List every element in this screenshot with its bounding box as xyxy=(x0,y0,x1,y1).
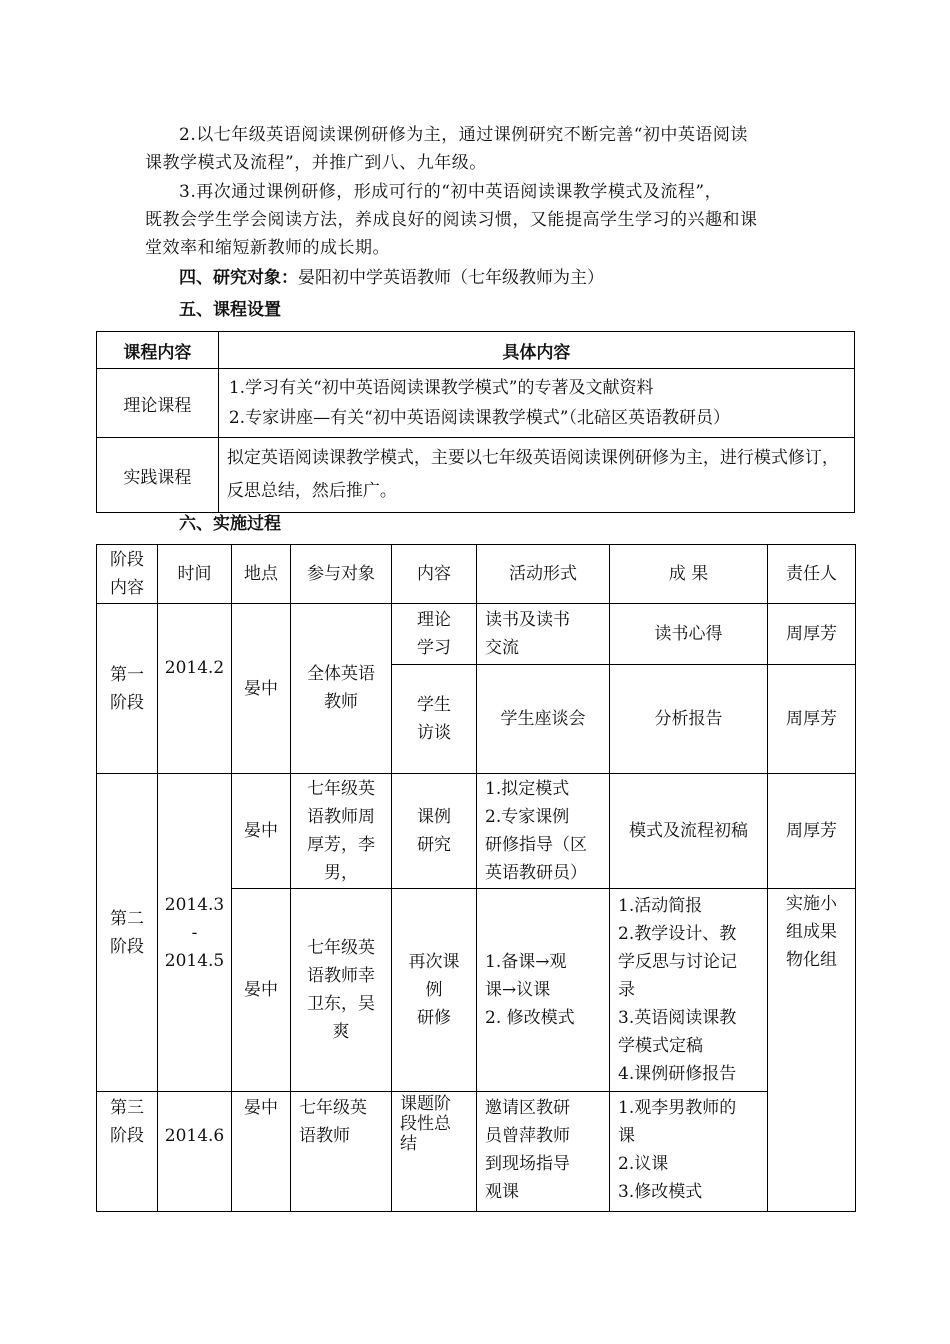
goal-item-2 xyxy=(145,121,825,177)
course-name-theory: 理论课程 xyxy=(97,369,219,438)
course-name-practice: 实践课程 xyxy=(97,438,219,513)
stage3-label: 第三 阶段 xyxy=(97,1092,158,1212)
stage2-row1-activity: 1.拟定模式 2.专家课例 研修指导（区 英语教研员） xyxy=(477,774,610,889)
stage3-participants: 七年级英 语教师 xyxy=(291,1092,392,1212)
stage2-row2-result: 1.活动简报 2.教学设计、教 学反思与讨论记 录 3.英语阅读课教 学模式定稿 4.课例研修报告 xyxy=(610,889,768,1092)
stage1-place: 晏中 xyxy=(232,604,291,774)
process-table xyxy=(96,544,856,1212)
stage2-row2-place: 晏中 xyxy=(232,889,291,1092)
stage2-row1-owner: 周厚芳 xyxy=(768,774,856,889)
header-participants: 参与对象 xyxy=(291,545,392,604)
stage3-content: 课题阶 段性总 结 xyxy=(392,1092,477,1212)
process-header-row xyxy=(97,545,856,604)
section-4-heading xyxy=(179,264,604,292)
section-6-heading: 六、实施过程 xyxy=(179,514,281,534)
header-result: 成 果 xyxy=(610,545,768,604)
stage1-participants: 全体英语 教师 xyxy=(291,604,392,774)
course-table-header xyxy=(97,332,855,369)
stage2-time: 2014.3 - 2014.5 xyxy=(158,774,232,1092)
stage2-row1-participants: 七年级英 语教师周 厚芳，李 男， xyxy=(291,774,392,889)
stage2-row1 xyxy=(97,774,856,889)
stage2-row1-place: 晏中 xyxy=(232,774,291,889)
stage1-time: 2014.2 xyxy=(158,604,232,774)
stage2-row2-content: 再次课 例 研修 xyxy=(392,889,477,1092)
course-row-practice xyxy=(97,438,855,513)
header-content: 内容 xyxy=(392,545,477,604)
stage2-row2-owner: 实施小 组成果 物化组 xyxy=(768,889,856,1212)
course-detail-theory: 1.学习有关“初中英语阅读课教学模式”的专著及文献资料 2.专家讲座—有关“初中英语阅读课教学模式”（北碚区英语教研员） xyxy=(218,369,854,438)
section-4-label: 四、研究对象： xyxy=(179,268,298,288)
header-time: 时间 xyxy=(158,545,232,604)
header-stage: 阶段 内容 xyxy=(97,545,158,604)
goal-3-line-3: 堂效率和缩短新教师的成长期。 xyxy=(145,238,390,258)
section-4-text: 晏阳初中学英语教师（七年级教师为主） xyxy=(298,268,604,288)
stage3-result: 1.观李男教师的 课 2.议课 3.修改模式 xyxy=(610,1092,768,1212)
stage3-row xyxy=(97,1092,856,1212)
stage2-row1-result: 模式及流程初稿 xyxy=(610,774,768,889)
stage1-row2-content: 学生 访谈 xyxy=(392,665,477,774)
course-row-theory xyxy=(97,369,855,438)
stage1-row2-activity: 学生座谈会 xyxy=(477,665,610,774)
stage1-row1-owner: 周厚芳 xyxy=(768,604,856,665)
stage1-row1 xyxy=(97,604,856,665)
header-owner: 责任人 xyxy=(768,545,856,604)
goal-2-line-1: 2.以七年级英语阅读课例研修为主，通过课例研究不断完善“初中英语阅读 xyxy=(179,125,748,145)
stage2-row2-activity: 1.备课→观 课→议课 2. 修改模式 xyxy=(477,889,610,1092)
header-course-content: 课程内容 xyxy=(97,332,219,369)
stage2-row2-participants: 七年级英 语教师幸 卫东，吴 爽 xyxy=(291,889,392,1092)
course-detail-practice: 拟定英语阅读课教学模式，主要以七年级英语阅读课例研修为主，进行模式修订，反思总结，然后推广。 xyxy=(218,438,854,513)
header-specific-content: 具体内容 xyxy=(218,332,854,369)
section-5-heading: 五、课程设置 xyxy=(179,300,281,320)
stage1-label: 第一 阶段 xyxy=(97,604,158,774)
stage3-time: 2014.6 xyxy=(158,1092,232,1212)
stage1-row1-result: 读书心得 xyxy=(610,604,768,665)
stage1-row1-activity: 读书及读书 交流 xyxy=(477,604,610,665)
goal-3-line-1: 3.再次通过课例研修，形成可行的“初中英语阅读课教学模式及流程”， xyxy=(179,182,723,202)
stage2-row1-content: 课例 研究 xyxy=(392,774,477,889)
goal-item-3 xyxy=(145,178,825,262)
stage1-row2-owner: 周厚芳 xyxy=(768,665,856,774)
course-table xyxy=(96,331,855,513)
stage1-row2-result: 分析报告 xyxy=(610,665,768,774)
stage3-place: 晏中 xyxy=(232,1092,291,1212)
goal-3-line-2: 既教会学生学会阅读方法，养成良好的阅读习惯，又能提高学生学习的兴趣和课 xyxy=(145,210,758,230)
stage3-activity: 邀请区教研 员曾萍教师 到现场指导 观课 xyxy=(477,1092,610,1212)
header-activity: 活动形式 xyxy=(477,545,610,604)
goal-2-line-2: 课教学模式及流程”，并推广到八、九年级。 xyxy=(145,153,487,173)
header-place: 地点 xyxy=(232,545,291,604)
stage2-label: 第二 阶段 xyxy=(97,774,158,1092)
stage1-row1-content: 理论 学习 xyxy=(392,604,477,665)
